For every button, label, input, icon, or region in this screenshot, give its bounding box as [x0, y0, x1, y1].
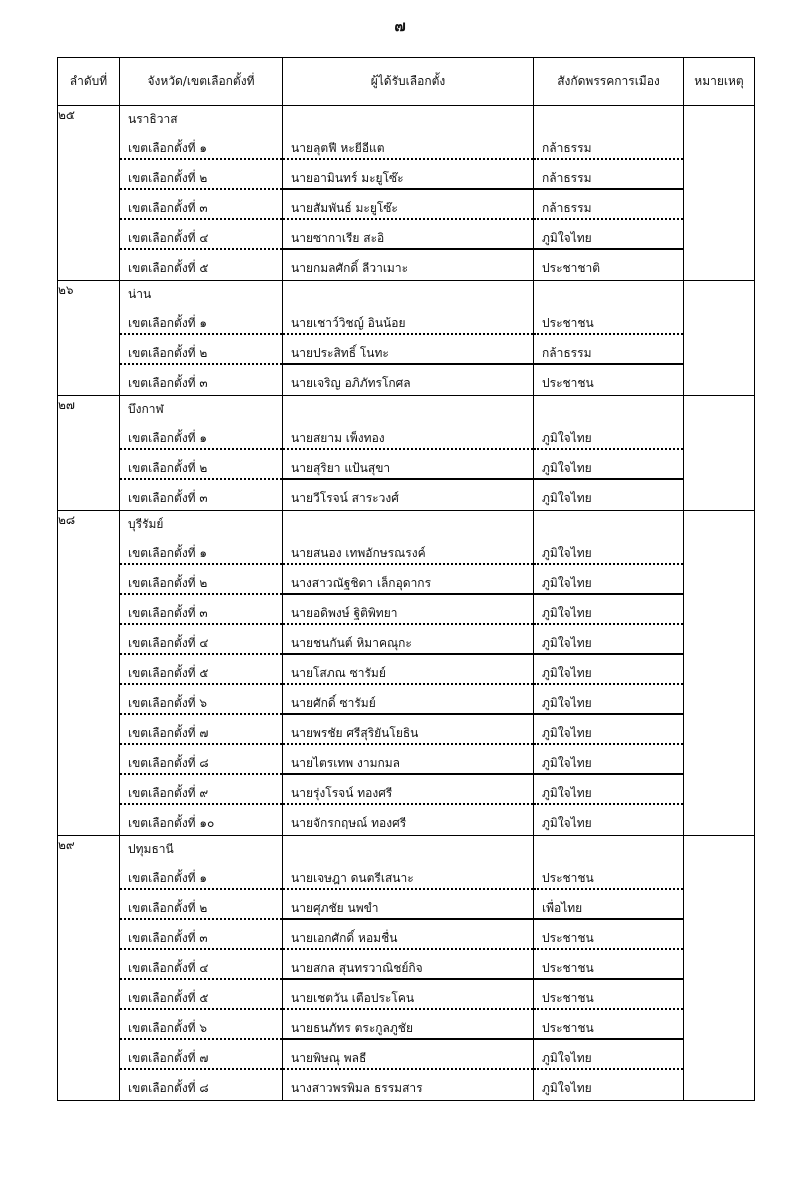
district-label: เขตเลือกตั้งที่ ๖ [120, 685, 282, 715]
party-column [534, 396, 684, 511]
province-number: ๒๖ [58, 281, 120, 396]
candidate-name: นายสกล สุนทรวาณิชย์กิจ [283, 950, 533, 980]
party-name: กล้าธรรม [534, 130, 683, 160]
province-number: ๒๘ [58, 511, 120, 836]
candidate-column [283, 396, 534, 511]
district-column [120, 106, 283, 281]
candidate-column [283, 511, 534, 836]
candidate-name: นายรุ่งโรจน์ ทองศรี [283, 775, 533, 805]
district-label: เขตเลือกตั้งที่ ๗ [120, 1040, 282, 1070]
party-name: ภูมิใจไทย [534, 625, 683, 655]
party-name: ภูมิใจไทย [534, 220, 683, 250]
blank-spacer [534, 396, 683, 420]
district-label: เขตเลือกตั้งที่ ๓ [128, 491, 208, 505]
note-column [684, 396, 755, 511]
district-label: เขตเลือกตั้งที่ ๖ [120, 1010, 282, 1040]
candidate-name: นายสนอง เทพอักษรณรงค์ [283, 535, 533, 565]
party-name: ประชาชน [534, 860, 683, 890]
candidate-name: นายสัมพันธ์ มะยูโซ๊ะ [283, 190, 533, 220]
party-name: ภูมิใจไทย [534, 450, 683, 480]
party-name: ประชาชน [534, 305, 683, 335]
header-party: สังกัดพรรคการเมือง [534, 58, 684, 106]
party-name: ประชาชน [534, 980, 683, 1010]
note-column [684, 511, 755, 836]
header-note: หมายเหตุ [684, 58, 755, 106]
candidate-name: นายธนภัทร ตระกูลภูชัย [283, 1010, 533, 1040]
candidate-name: นายลุตฟี หะยีอีแต [283, 130, 533, 160]
district-column [120, 836, 283, 1101]
header-district: จังหวัด/เขตเลือกตั้งที่ [120, 58, 283, 106]
district-label: เขตเลือกตั้งที่ ๔ [120, 220, 282, 250]
party-name: ภูมิใจไทย [534, 655, 683, 685]
candidate-column [283, 836, 534, 1101]
district-label: เขตเลือกตั้งที่ ๑ [120, 535, 282, 565]
note-column [684, 106, 755, 281]
candidate-name: นายเชตวัน เตือประโคน [283, 980, 533, 1010]
candidate-name: นายวีโรจน์ สาระวงศ์ [291, 491, 399, 505]
district-label: เขตเลือกตั้งที่ ๗ [120, 715, 282, 745]
party-name: ภูมิใจไทย [534, 565, 683, 595]
district-label: เขตเลือกตั้งที่ ๒ [120, 160, 282, 190]
blank-spacer [283, 281, 533, 305]
district-label: เขตเลือกตั้งที่ ๑ [120, 305, 282, 335]
election-results-table [57, 57, 755, 1101]
party-name: ภูมิใจไทย [542, 1081, 592, 1095]
blank-spacer [283, 106, 533, 130]
candidate-name: นายพิษณุ พลธี [283, 1040, 533, 1070]
candidate-name: นางสาวณัฐชิดา เล็กอุดากร [283, 565, 533, 595]
party-name: ภูมิใจไทย [542, 491, 592, 505]
party-name: ประชาชาติ [542, 261, 601, 275]
party-name: เพื่อไทย [534, 890, 683, 920]
party-name: ภูมิใจไทย [534, 775, 683, 805]
party-name: ภูมิใจไทย [534, 745, 683, 775]
district-label: เขตเลือกตั้งที่ ๑๐ [128, 816, 215, 830]
candidate-name: นายเชาว์วิชญ์ อินน้อย [283, 305, 533, 335]
blank-spacer [534, 106, 683, 130]
party-name: กล้าธรรม [534, 160, 683, 190]
party-name: กล้าธรรม [534, 190, 683, 220]
province-number: ๒๙ [58, 836, 120, 1101]
district-label: เขตเลือกตั้งที่ ๘ [128, 1081, 209, 1095]
province-row [58, 106, 755, 281]
party-name: ประชาชน [534, 950, 683, 980]
province-name: บุรีรัมย์ [128, 517, 164, 531]
candidate-name: นายเจษฎา ดนตรีเสนาะ [283, 860, 533, 890]
party-column [534, 106, 684, 281]
district-label: เขตเลือกตั้งที่ ๒ [120, 890, 282, 920]
district-label: เขตเลือกตั้งที่ ๕ [120, 980, 282, 1010]
district-label: เขตเลือกตั้งที่ ๓ [120, 190, 282, 220]
district-label: เขตเลือกตั้งที่ ๒ [120, 335, 282, 365]
blank-spacer [283, 511, 533, 535]
blank-spacer [283, 836, 533, 860]
district-label: เขตเลือกตั้งที่ ๓ [120, 595, 282, 625]
candidate-name: นายจักรกฤษณ์ ทองศรี [291, 816, 407, 830]
candidate-name: นายประสิทธิ์ โนทะ [283, 335, 533, 365]
candidate-name: นายศักดิ์ ซารัมย์ [283, 685, 533, 715]
district-label: เขตเลือกตั้งที่ ๕ [120, 655, 282, 685]
blank-spacer [534, 281, 683, 305]
district-label: เขตเลือกตั้งที่ ๑ [120, 130, 282, 160]
district-label: เขตเลือกตั้งที่ ๑ [120, 420, 282, 450]
district-label: เขตเลือกตั้งที่ ๘ [120, 745, 282, 775]
province-name: ปทุมธานี [128, 842, 174, 856]
candidate-column [283, 106, 534, 281]
candidate-name: นายโสภณ ซารัมย์ [283, 655, 533, 685]
candidate-name: นายเอกศักดิ์ หอมชื่น [283, 920, 533, 950]
province-name: นราธิวาส [128, 112, 178, 126]
province-name: น่าน [128, 287, 152, 301]
table-header-row [58, 58, 755, 106]
province-row [58, 511, 755, 836]
district-label: เขตเลือกตั้งที่ ๒ [120, 450, 282, 480]
party-name: ภูมิใจไทย [534, 715, 683, 745]
candidate-name: นายเจริญ อภิภัทรโกศล [291, 376, 411, 390]
table-body [58, 106, 755, 1101]
province-name: บึงกาฬ [128, 402, 164, 416]
candidate-name: นายซากาเรีย สะอิ [283, 220, 533, 250]
candidate-name: นายสุริยา แป้นสุขา [283, 450, 533, 480]
party-name: ภูมิใจไทย [534, 1040, 683, 1070]
party-name: ภูมิใจไทย [534, 535, 683, 565]
district-label: เขตเลือกตั้งที่ ๓ [128, 376, 208, 390]
party-name: ประชาชน [542, 376, 594, 390]
candidate-name: นายอดิพงษ์ ฐิติพิทยา [283, 595, 533, 625]
candidate-name: นางสาวพรพิมล ธรรมสาร [291, 1081, 423, 1095]
candidate-name: นายชนกันต์ หิมาคณุกะ [283, 625, 533, 655]
candidate-column [283, 281, 534, 396]
candidate-name: นายพรชัย ศรีสุริยันโยธิน [283, 715, 533, 745]
candidate-name: นายศุภชัย นพขำ [283, 890, 533, 920]
header-candidate: ผู้ได้รับเลือกตั้ง [283, 58, 534, 106]
note-column [684, 281, 755, 396]
party-column [534, 281, 684, 396]
district-label: เขตเลือกตั้งที่ ๒ [120, 565, 282, 595]
district-label: เขตเลือกตั้งที่ ๔ [120, 625, 282, 655]
party-name: ภูมิใจไทย [534, 595, 683, 625]
header-no: ลำดับที่ [58, 58, 120, 106]
district-label: เขตเลือกตั้งที่ ๙ [120, 775, 282, 805]
district-label: เขตเลือกตั้งที่ ๔ [120, 950, 282, 980]
district-column [120, 281, 283, 396]
party-column [534, 836, 684, 1101]
district-label: เขตเลือกตั้งที่ ๕ [128, 261, 209, 275]
party-name: กล้าธรรม [534, 335, 683, 365]
district-label: เขตเลือกตั้งที่ ๓ [120, 920, 282, 950]
party-name: ภูมิใจไทย [534, 685, 683, 715]
province-number: ๒๕ [58, 106, 120, 281]
province-row [58, 396, 755, 511]
party-name: ประชาชน [534, 920, 683, 950]
party-name: ภูมิใจไทย [534, 420, 683, 450]
party-name: ภูมิใจไทย [542, 816, 592, 830]
blank-spacer [283, 396, 533, 420]
candidate-name: นายกมลศักดิ์ ลีวาเมาะ [291, 261, 409, 275]
province-row [58, 836, 755, 1101]
district-column [120, 396, 283, 511]
blank-spacer [534, 511, 683, 535]
party-column [534, 511, 684, 836]
district-label: เขตเลือกตั้งที่ ๑ [120, 860, 282, 890]
blank-spacer [534, 836, 683, 860]
candidate-name: นายสยาม เพ็งทอง [283, 420, 533, 450]
province-row [58, 281, 755, 396]
note-column [684, 836, 755, 1101]
page-number: ๗ [394, 17, 406, 35]
province-number: ๒๗ [58, 396, 120, 511]
district-column [120, 511, 283, 836]
candidate-name: นายอามินทร์ มะยูโซ๊ะ [283, 160, 533, 190]
candidate-name: นายไตรเทพ งามกมล [283, 745, 533, 775]
party-name: ประชาชน [534, 1010, 683, 1040]
